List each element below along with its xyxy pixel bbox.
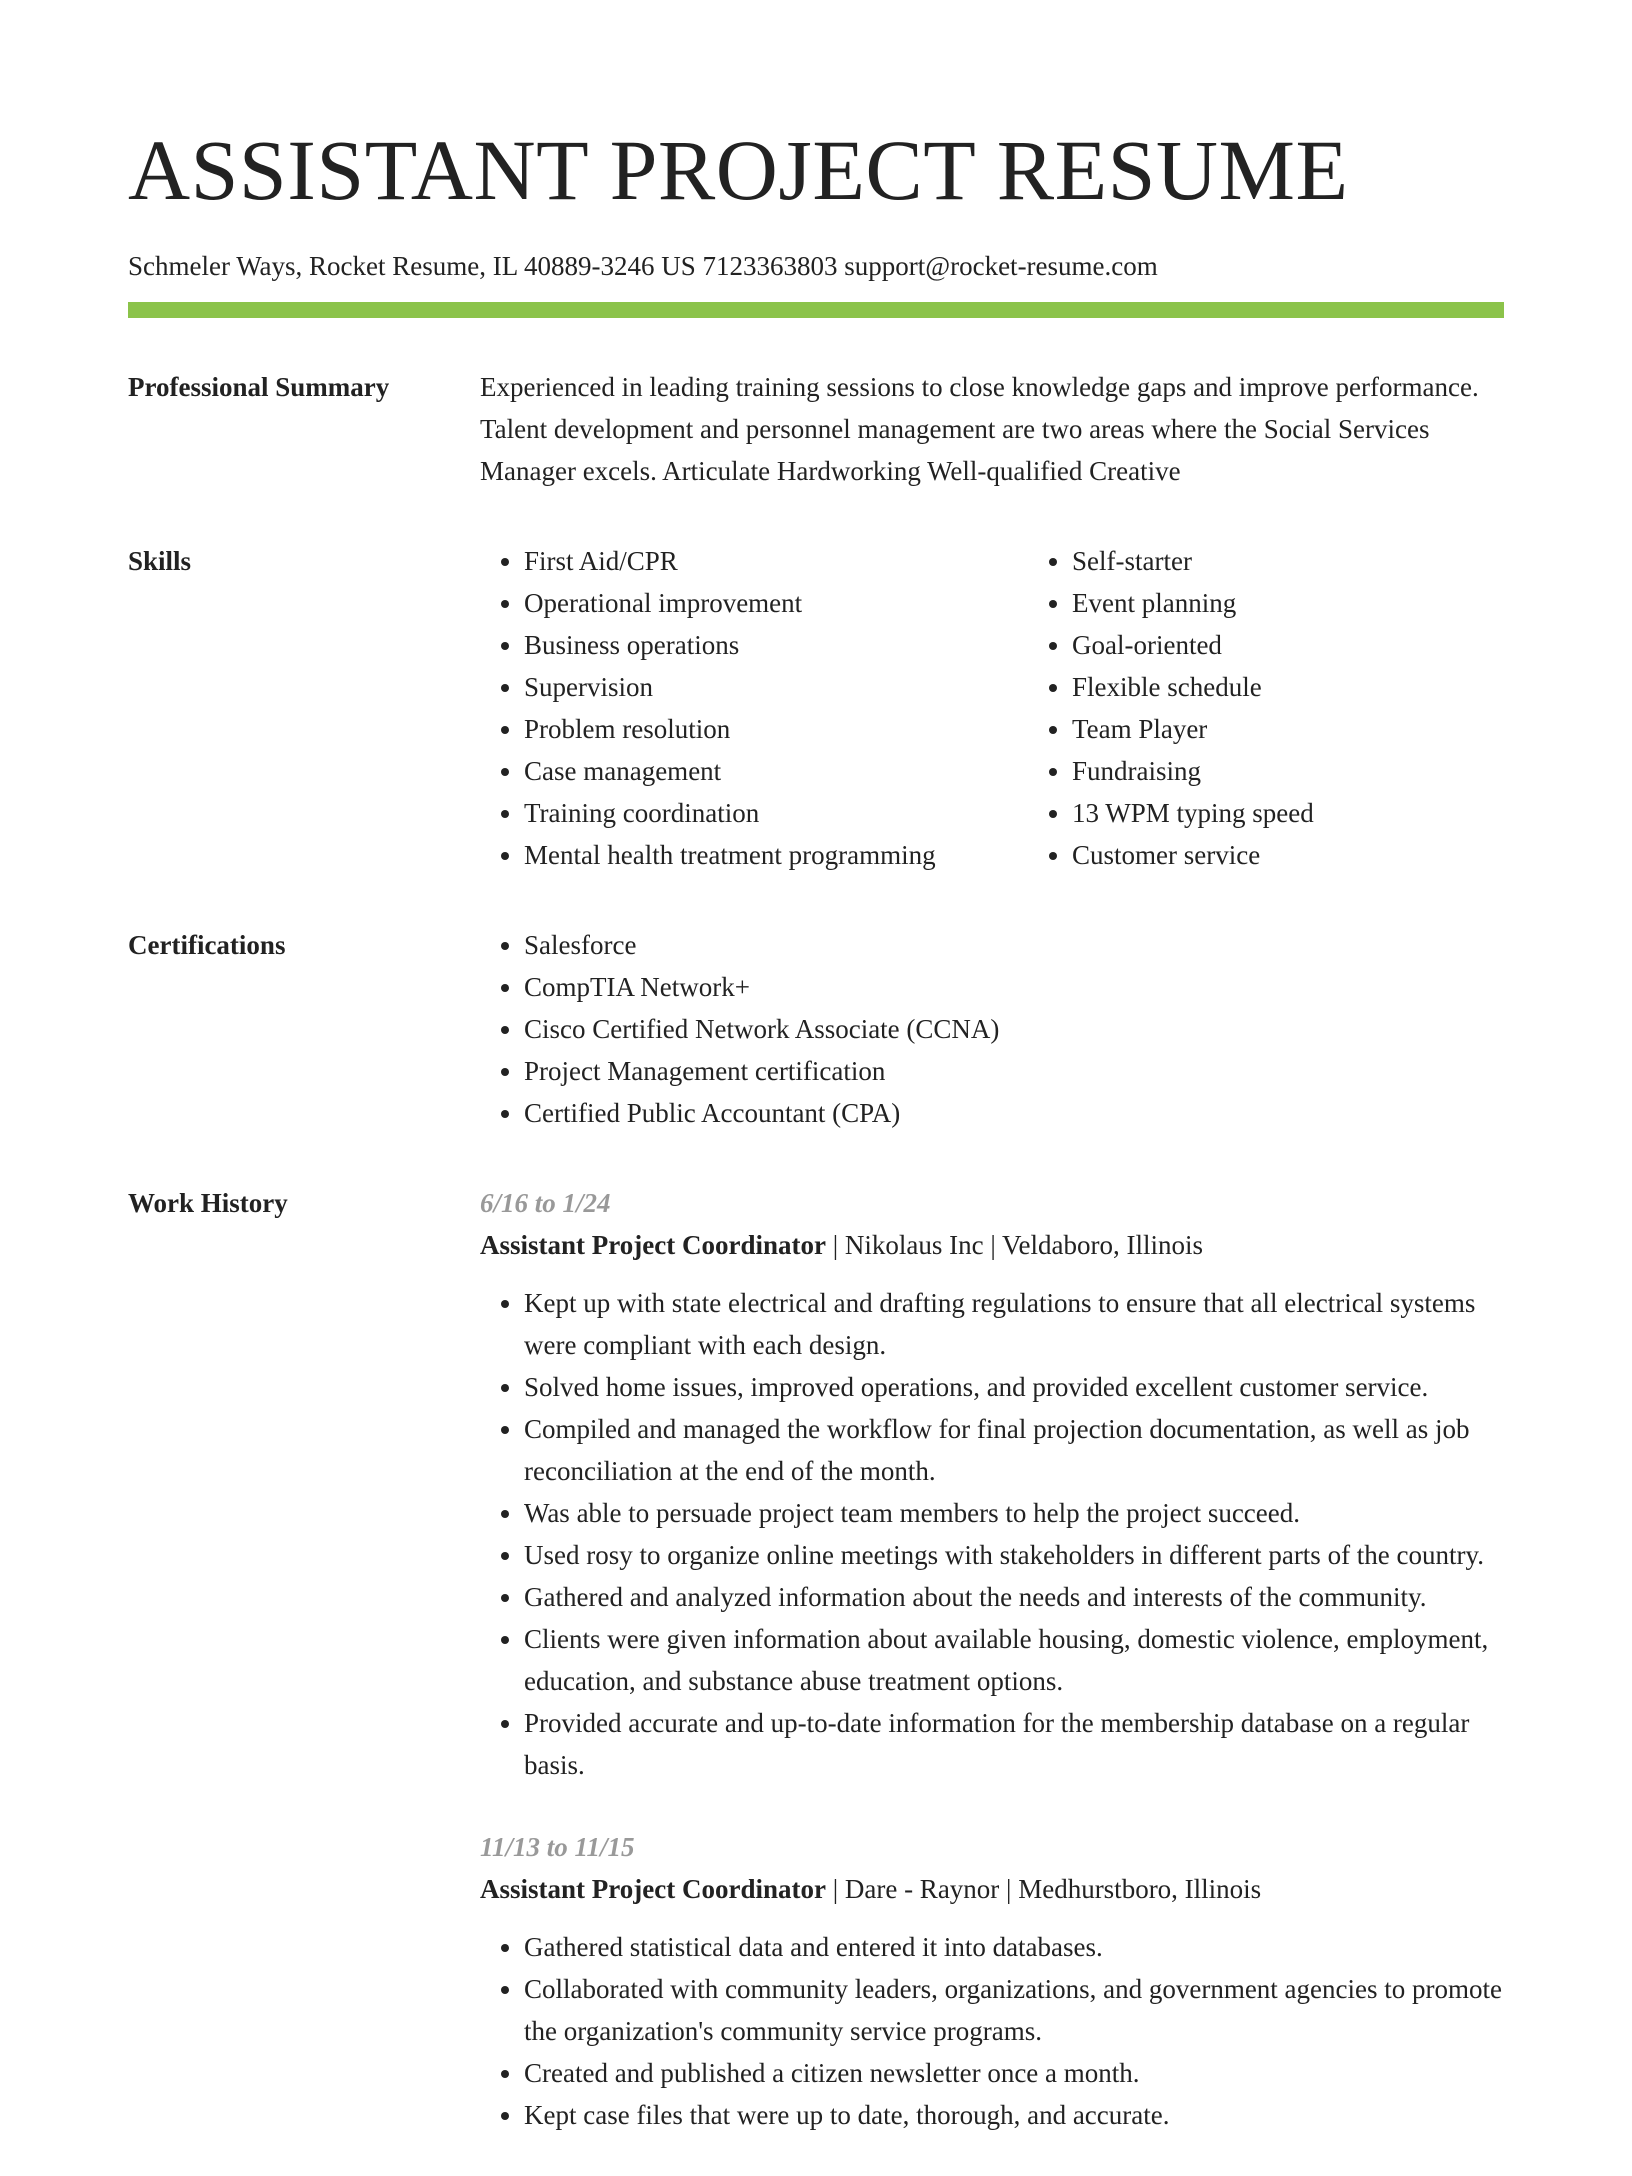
- job-bullet: • Was able to persuade project team members to help the project succeed.: [524, 1492, 1504, 1534]
- summary-text: Experienced in leading training sessions to close knowledge gaps and improve performance. Talent development and personnel management are two areas where the Social Services Manager excels. Articulate Hardworking Well-qualified Creative: [480, 372, 1479, 486]
- certification-item: • Project Management certification: [524, 1050, 1504, 1092]
- job-bullet: • Compiled and managed the workflow for final projection documentation, as well as job reconciliation at the end of the month.: [524, 1408, 1504, 1492]
- job-bullet: • Provided accurate and up-to-date information for the membership database on a regular basis.: [524, 1702, 1504, 1786]
- job-bullet: • Used rosy to organize online meetings with stakeholders in different parts of the country.: [524, 1534, 1504, 1576]
- skill-item: • Fundraising: [1072, 750, 1314, 792]
- job-bullet: • Kept up with state electrical and drafting regulations to ensure that all electrical systems were compliant with each design.: [524, 1282, 1504, 1366]
- skill-item: • Customer service: [1072, 834, 1314, 876]
- work-history-body: [480, 1182, 1504, 2176]
- certification-item: • Cisco Certified Network Associate (CCNA): [524, 1008, 1504, 1050]
- job-bullet: • Clients were given information about available housing, domestic violence, employment, education, and substance abuse treatment options.: [524, 1618, 1504, 1702]
- skills-label: Skills: [128, 546, 192, 576]
- skill-item: • Mental health treatment programming: [524, 834, 1028, 876]
- job-entry: [480, 1182, 1504, 1786]
- skill-item: • Flexible schedule: [1072, 666, 1314, 708]
- job-dates: 6/16 to 1/24: [480, 1188, 611, 1218]
- job-company-location: | Nikolaus Inc | Veldaboro, Illinois: [825, 1230, 1203, 1260]
- job-bullet: • Solved home issues, improved operations, and provided excellent customer service.: [524, 1366, 1504, 1408]
- job-bullet: • Gathered statistical data and entered it into databases.: [524, 1926, 1504, 1968]
- job-title: Assistant Project Coordinator: [480, 1874, 826, 1904]
- job-entry: [480, 1826, 1504, 2136]
- skill-item: • Operational improvement: [524, 582, 1028, 624]
- resume-page: [128, 120, 1504, 2176]
- summary-section: [128, 366, 1504, 492]
- certification-item: • Certified Public Accountant (CPA): [524, 1092, 1504, 1134]
- work-history-section: [128, 1182, 1504, 2176]
- job-bullet: • Gathered and analyzed information about the needs and interests of the community.: [524, 1576, 1504, 1618]
- skills-column-1: [480, 540, 1028, 876]
- skill-item: • Event planning: [1072, 582, 1314, 624]
- job-dates: 11/13 to 11/15: [480, 1832, 635, 1862]
- job-heading: [480, 1224, 1504, 1266]
- job-heading: [480, 1868, 1504, 1910]
- skill-item: • Training coordination: [524, 792, 1028, 834]
- certifications-section: [128, 924, 1504, 1134]
- certification-item: • Salesforce: [524, 924, 1504, 966]
- summary-label: Professional Summary: [128, 372, 390, 402]
- certifications-label: Certifications: [128, 930, 286, 960]
- skill-item: • First Aid/CPR: [524, 540, 1028, 582]
- certifications-body: [480, 924, 1504, 1134]
- job-bullet: • Kept case files that were up to date, thorough, and accurate.: [524, 2094, 1504, 2136]
- resume-title: ASSISTANT PROJECT RESUME: [128, 122, 1349, 218]
- certification-item: • CompTIA Network+: [524, 966, 1504, 1008]
- job-bullets: [480, 1282, 1504, 1786]
- job-company-location: | Dare - Raynor | Medhurstboro, Illinois: [825, 1874, 1262, 1904]
- skill-item: • Case management: [524, 750, 1028, 792]
- work-history-label: Work History: [128, 1188, 288, 1218]
- job-bullets: [480, 1926, 1504, 2136]
- job-bullet: • Collaborated with community leaders, organizations, and government agencies to promote the organization's community service programs.: [524, 1968, 1504, 2052]
- job-bullet: • Created and published a citizen newsletter once a month.: [524, 2052, 1504, 2094]
- contact-line: Schmeler Ways, Rocket Resume, IL 40889-3246 US 7123363803 support@rocket-resume.com: [128, 251, 1158, 281]
- skills-section: [128, 540, 1504, 876]
- skill-item: • 13 WPM typing speed: [1072, 792, 1314, 834]
- job-title: Assistant Project Coordinator: [480, 1230, 826, 1260]
- skill-item: • Team Player: [1072, 708, 1314, 750]
- skills-columns: [480, 540, 1504, 876]
- certifications-list: [480, 924, 1504, 1134]
- skill-item: • Problem resolution: [524, 708, 1028, 750]
- skill-item: • Self-starter: [1072, 540, 1314, 582]
- skill-item: • Business operations: [524, 624, 1028, 666]
- skills-column-2: [1028, 540, 1314, 876]
- accent-divider: [128, 302, 1504, 318]
- skill-item: • Goal-oriented: [1072, 624, 1314, 666]
- skill-item: • Supervision: [524, 666, 1028, 708]
